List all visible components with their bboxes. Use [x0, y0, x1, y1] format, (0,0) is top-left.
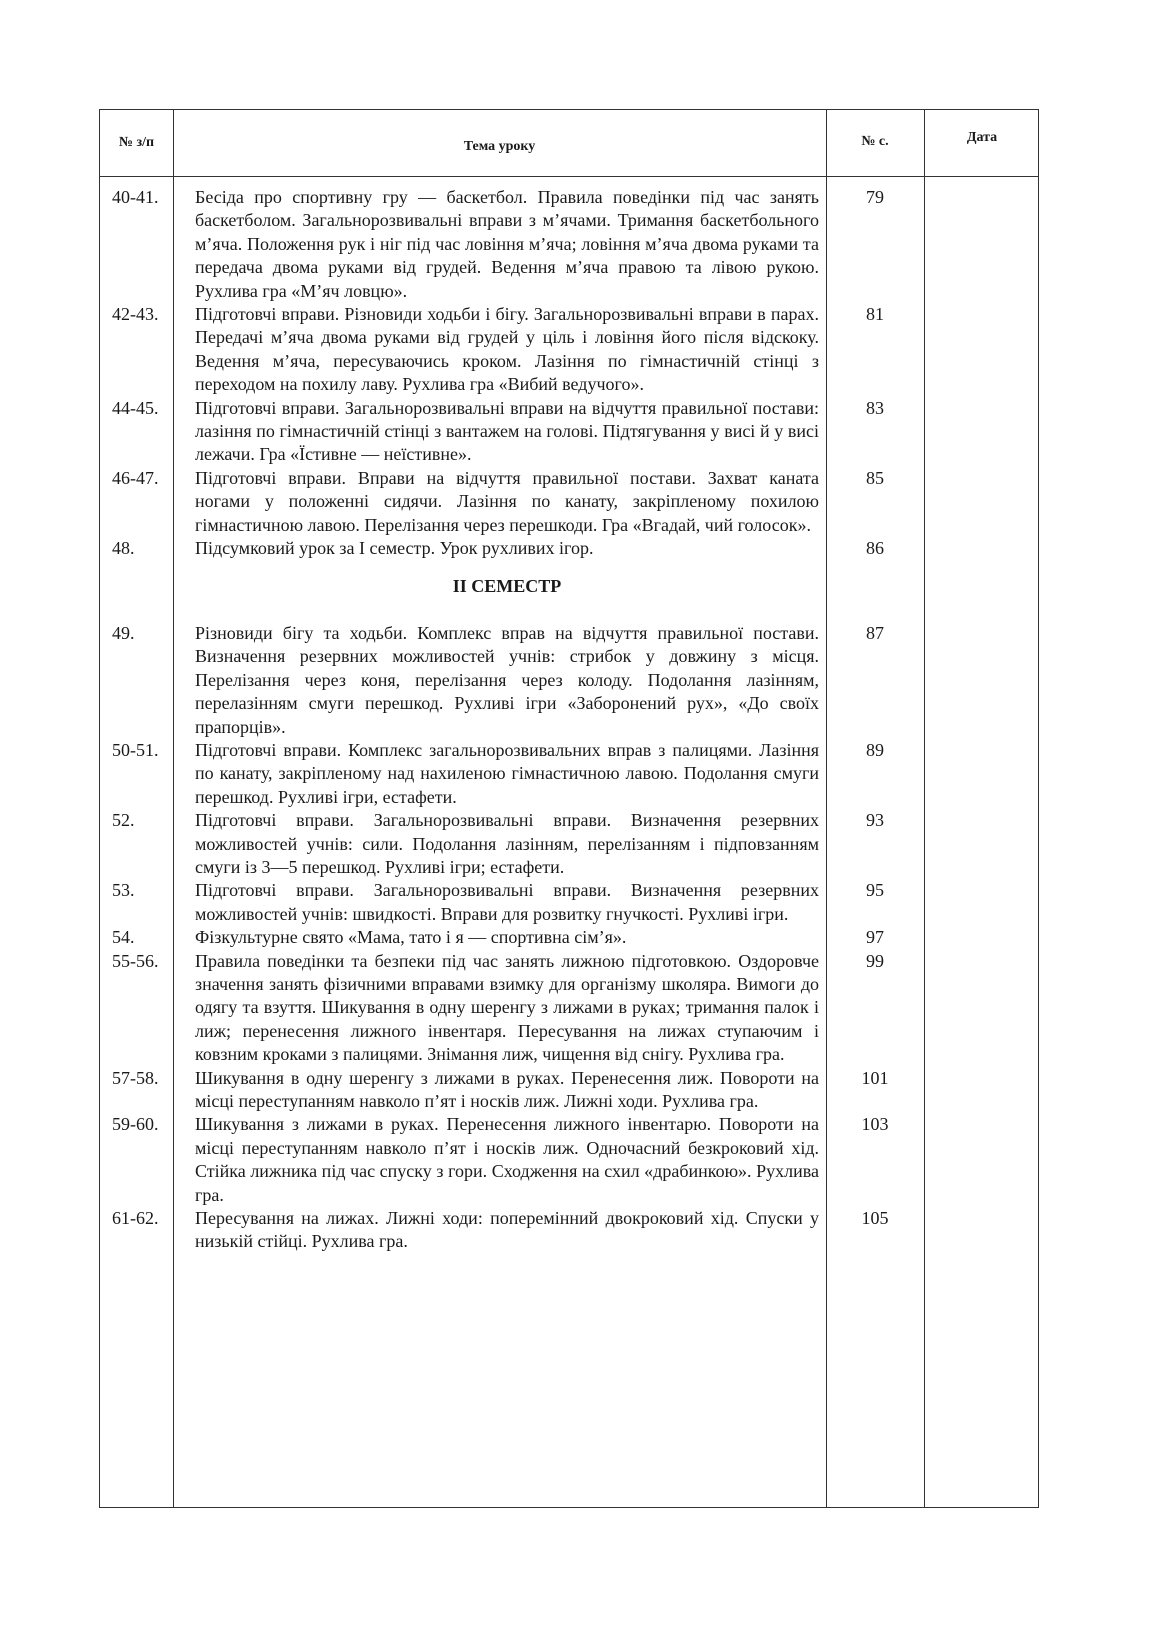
lesson-number: 55-56.	[112, 950, 159, 971]
table-row	[100, 950, 1038, 1067]
lesson-topic: Шикування з лижами в руках. Перенесення лижного інвентарю. Повороти на місці переступанням навколо п’ят і носків лиж. Одночасний безкроковий хід. Стійка лижника під час спуску з гори. Сходження на схил «драбинкою». Рухлива гра.	[195, 1114, 819, 1205]
lesson-page: 105	[861, 1208, 889, 1229]
lesson-number: 53.	[112, 880, 135, 901]
lesson-topic: Підготовчі вправи. Вправи на відчуття правильної постави. Захват каната ногами у положенні сидячи. Лазіння по канату, закріпленому похилою гімнастичною лавою. Перелізання через перешкоди. Гра «Вгадай, чий голосок».	[195, 467, 819, 535]
header-number: № з/п	[118, 135, 155, 150]
table-row	[100, 397, 1038, 467]
lesson-number: 44-45.	[112, 397, 159, 418]
lesson-page: 95	[866, 880, 884, 901]
lesson-topic: Пересування на лижах. Лижні ходи: поперемінний двокроковий хід. Спуски у низькій стійці. Рухлива гра.	[195, 1208, 819, 1252]
table-row	[100, 926, 1038, 949]
header-divider	[100, 176, 1038, 177]
table-row	[100, 1207, 1038, 1254]
lesson-page: 86	[866, 538, 884, 559]
lesson-plan-table	[99, 109, 1039, 1508]
lesson-topic: Підсумковий урок за І семестр. Урок рухливих ігор.	[195, 538, 594, 559]
lesson-topic: Різновиди бігу та ходьби. Комплекс вправ на відчуття правильної постави. Визначення резервних можливостей учнів: стрибок у довжину з місця. Перелізання через коня, перелізання через колоду. Подолання лазінням, перелазінням смуги перешкод. Рухливі ігри «Заборонений рух», «До своїх прапорців».	[195, 622, 819, 737]
lesson-topic: Підготовчі вправи. Загальнорозвивальні вправи на відчуття правильної постави: лазіння по гімнастичній стінці з вантажем на голові. Підтягування у висі й у висі лежачи. Гра «Їстивне — неїстивне».	[195, 397, 819, 465]
lesson-topic: Підготовчі вправи. Комплекс загальнорозвивальних вправ з палицями. Лазіння по канату, закріпленому над нахиленою гімнастичною лавою. Подолання смуги перешкод. Рухливі ігри, естафети.	[195, 739, 819, 807]
lesson-page: 81	[866, 304, 884, 325]
lesson-number: 46-47.	[112, 467, 159, 488]
lesson-page: 99	[866, 950, 884, 971]
lesson-number: 42-43.	[112, 304, 159, 325]
lesson-topic: Бесіда про спортивну гру — баскетбол. Правила поведінки під час занять баскетболом. Загальнорозвивальні вправи з м’ячами. Тримання баскетбольного м’яча. Положення рук і ніг під час ловіння м’яча; ловіння м’яча двома руками та передача двома руками від грудей. Ведення м’яча правою та лівою рукою. Рухлива гра «М’яч ловцю».	[195, 187, 819, 301]
table-row	[100, 739, 1038, 809]
table-row	[100, 467, 1038, 537]
lesson-page: 97	[866, 927, 884, 948]
lesson-topic: Підготовчі вправи. Різновиди ходьби і бігу. Загальнорозвивальні вправи в парах. Передачі м’яча двома руками від грудей у ціль і ловіння його після відскоку. Ведення м’яча, пересуваючись кроком. Лазіння по гімнастичній стінці з переходом на похилу лаву. Рухлива гра «Вибий ведучого».	[195, 304, 819, 395]
lesson-number: 50-51.	[112, 739, 159, 760]
lesson-page: 103	[861, 1114, 889, 1135]
lesson-number: 48.	[112, 538, 135, 559]
table-row	[100, 1067, 1038, 1114]
lesson-page: 89	[866, 739, 884, 760]
lesson-number: 61-62.	[112, 1208, 159, 1229]
lesson-page: 83	[866, 397, 884, 418]
lesson-number: 59-60.	[112, 1114, 159, 1135]
lesson-page: 79	[866, 187, 884, 207]
lesson-number: 54.	[112, 927, 135, 948]
lesson-page: 87	[866, 622, 884, 643]
lesson-topic: Підготовчі вправи. Загальнорозвивальні вправи. Визначення резервних можливостей учнів: швидкості. Вправи для розвитку гнучкості. Рухливі ігри.	[195, 880, 819, 924]
table-row	[100, 186, 1038, 303]
semester-heading: II СЕМЕСТР	[452, 575, 562, 596]
lesson-page: 93	[866, 810, 884, 831]
lesson-number: 49.	[112, 622, 135, 643]
lesson-topic: Шикування в одну шеренгу з лижами в руках. Перенесення лиж. Повороти на місці переступанням навколо п’ят і носків лиж. Лижні ходи. Рухлива гра.	[195, 1067, 819, 1112]
header-date: Дата	[966, 130, 998, 145]
lesson-number: 52.	[112, 810, 135, 831]
lesson-page: 101	[861, 1067, 889, 1088]
lesson-number: 40-41.	[112, 187, 159, 207]
header-topic: Тема уроку	[463, 139, 536, 154]
header-page: № с.	[861, 134, 889, 149]
table-row	[100, 1113, 1038, 1207]
table-row	[100, 537, 1038, 560]
lesson-number: 57-58.	[112, 1067, 159, 1088]
lesson-topic: Правила поведінки та безпеки під час занять лижною підготовкою. Оздоровче значення занять фізичними вправами взимку для організму школяра. Вимоги до одягу та взуття. Шикування в одну шеренгу з лижами в руках; тримання палок і лиж; перенесення лижного інвентаря. Пересування на лижах ступаючим і ковзним кроками з палицями. Знімання лиж, чищення від снігу. Рухлива гра.	[195, 950, 819, 1065]
lesson-topic: Підготовчі вправи. Загальнорозвивальні вправи. Визначення резервних можливостей учнів: сили. Подолання лазінням, перелізанням і підповзанням смуги із 3—5 перешкод. Рухливі ігри; естафети.	[195, 810, 819, 877]
lesson-topic: Фізкультурне свято «Мама, тато і я — спортивна сім’я».	[195, 927, 627, 948]
table-row	[100, 303, 1038, 397]
table-body	[100, 186, 1038, 1254]
table-row	[100, 809, 1038, 879]
table-row	[100, 879, 1038, 926]
lesson-page: 85	[866, 467, 884, 488]
table-row	[100, 622, 1038, 739]
